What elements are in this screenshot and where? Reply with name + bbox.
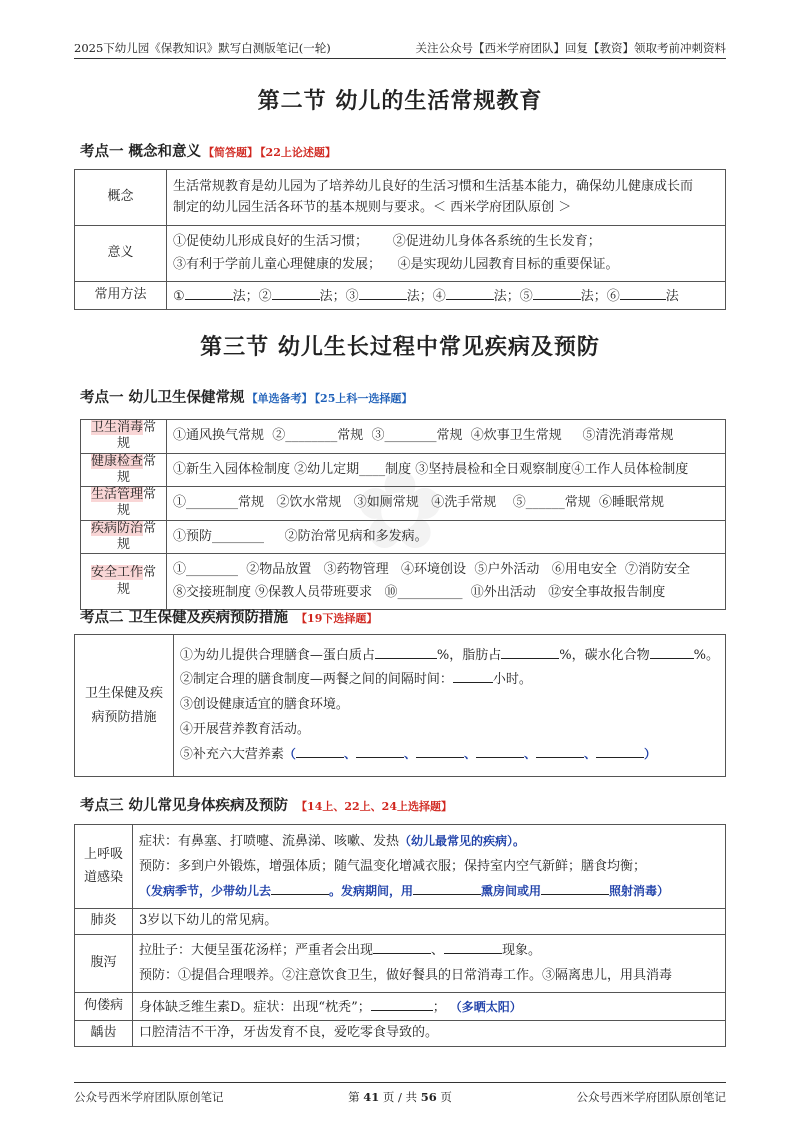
row-content xyxy=(167,226,726,282)
row-content: ①预防________ ②防治常见病和多发病。 xyxy=(167,520,726,554)
prevention-table xyxy=(74,634,726,777)
table-row xyxy=(75,282,726,310)
text: 现象。 xyxy=(502,942,542,958)
line: ⑧交接班制度 ⑨保教人员带班要求 ⑩__________ ⑪外出活动 ⑫安全事故报告制度 xyxy=(173,584,666,600)
text: %，碳水化合物 xyxy=(559,647,650,663)
sep: 、 xyxy=(523,746,536,761)
s3-kd3-heading xyxy=(80,794,452,815)
kd-title: 考点一 幼儿卫生保健常规 xyxy=(80,389,245,406)
fill-blank[interactable] xyxy=(533,286,581,300)
table-row xyxy=(75,226,726,282)
row-label: 常用方法 xyxy=(75,282,167,310)
fill-blank[interactable] xyxy=(620,286,666,300)
label-highlight: 健康检查 xyxy=(90,453,143,469)
line xyxy=(180,668,719,693)
row-label: 腹泻 xyxy=(75,935,133,993)
table-row xyxy=(75,935,726,993)
fill-blank[interactable] xyxy=(272,286,320,300)
page-footer xyxy=(74,1082,726,1109)
fill-blank[interactable] xyxy=(413,881,481,895)
row-content xyxy=(133,825,726,909)
line: 制定的幼儿园生活各环节的基本规则与要求。＜ 西米学府团队原创 ＞ xyxy=(173,200,572,215)
method-sep: 法；⑥ xyxy=(580,288,620,304)
page-current: 41 xyxy=(363,1090,380,1104)
fill-blank[interactable] xyxy=(446,286,494,300)
table-row xyxy=(75,825,726,909)
line xyxy=(180,743,719,768)
fill-blank[interactable] xyxy=(541,881,609,895)
fill-blank[interactable] xyxy=(596,744,644,758)
table-row xyxy=(81,554,726,610)
text: ⑤补充六大营养素 xyxy=(179,746,284,762)
section2-title: 第二节 幼儿的生活常规教育 xyxy=(257,88,543,114)
tag: 【简答题】 xyxy=(203,146,259,159)
text: 症状：有鼻塞、打喷嚏、流鼻涕、咳嗽、发热 xyxy=(139,834,400,850)
row-label xyxy=(81,520,167,554)
row-content xyxy=(167,170,726,226)
header-right: 关注公众号【西米学府团队】回复【教资】领取考前冲刺资料 xyxy=(415,41,726,55)
text: ②制定合理的膳食制度—两餐之间的间隔时间： xyxy=(179,672,453,688)
row-content xyxy=(133,993,726,1021)
method-sep: 法；④ xyxy=(406,288,446,304)
note: （发病季节，少带幼儿去 xyxy=(139,883,272,898)
footer-left: 公众号西米学府团队原创笔记 xyxy=(74,1090,224,1104)
row-label: 龋齿 xyxy=(75,1021,133,1047)
row-label: 卫生保健及疾病预防措施 xyxy=(75,635,174,777)
line: 预防：多到户外锻炼，增强体质；随气温变化增减衣服；保持室内空气新鲜；膳食均衡； xyxy=(139,859,647,875)
row-content: ①通风换气常规 ②________常规 ③________常规 ④炊事卫生常规 ⑤清洗消毒常规 xyxy=(167,420,726,454)
disease-table xyxy=(74,824,726,1047)
footer-right: 公众号西米学府团队原创笔记 xyxy=(576,1090,726,1104)
kd-title: 考点二 卫生保健及疾病预防措施 xyxy=(80,609,289,626)
paren: ） xyxy=(644,746,657,761)
fill-blank[interactable] xyxy=(501,645,559,659)
method-sep: 法；③ xyxy=(319,288,359,304)
line xyxy=(139,939,719,964)
text: %。 xyxy=(693,647,719,663)
text: 身体缺乏维生素D。症状：出现“枕秃”； xyxy=(139,999,371,1015)
tag: 【单选备考】 xyxy=(246,392,313,405)
page-header xyxy=(74,36,726,59)
row-label: 上呼吸道感染 xyxy=(75,825,133,909)
text: 页 xyxy=(440,1090,452,1104)
table-row xyxy=(75,1021,726,1047)
text: 第 xyxy=(348,1090,360,1104)
label-rest: 常规 xyxy=(116,453,157,485)
page-number xyxy=(348,1089,452,1109)
hygiene-table xyxy=(80,419,726,610)
row-label: 佝偻病 xyxy=(75,993,133,1021)
fill-blank[interactable] xyxy=(271,881,329,895)
row-content xyxy=(173,635,725,777)
row-label xyxy=(81,487,167,521)
note: （多晒太阳） xyxy=(455,999,522,1014)
line: ①促使幼儿形成良好的生活习惯； ②促进幼儿身体各系统的生长发育； xyxy=(173,234,601,250)
tag: 【14上、22上、24上选择题】 xyxy=(296,800,452,813)
label-highlight: 卫生消毒 xyxy=(90,420,143,435)
line xyxy=(180,644,719,669)
tag: 【19下选择题】 xyxy=(296,612,378,625)
row-label: 肺炎 xyxy=(75,909,133,935)
note: 照射消毒） xyxy=(609,883,670,898)
fill-blank[interactable] xyxy=(476,744,524,758)
note: 。发病期间，用 xyxy=(329,883,414,898)
line: 生活常规教育是幼儿园为了培养幼儿良好的生活习惯和生活基本能力，确保幼儿健康成长而 xyxy=(173,178,694,194)
table-row xyxy=(81,487,726,521)
fill-blank[interactable] xyxy=(536,744,584,758)
fill-blank[interactable] xyxy=(650,645,694,659)
method-sep: 法 xyxy=(665,288,679,304)
label-rest: 常规 xyxy=(116,420,157,452)
text: %，脂肪占 xyxy=(436,647,502,663)
row-content: ①新生入园体检制度 ②幼儿定期____制度 ③坚持晨检和全日观察制度④工作人员体检制度 xyxy=(167,453,726,487)
paren: （ xyxy=(283,746,296,761)
line: ④开展营养教育活动。 xyxy=(179,721,310,737)
sep: 、 xyxy=(463,746,476,761)
sep: 、 xyxy=(403,746,416,761)
row-content xyxy=(167,282,726,310)
text: 小时。 xyxy=(492,672,532,688)
row-label xyxy=(81,453,167,487)
fill-blank[interactable] xyxy=(373,940,431,954)
method-prefix: ① xyxy=(173,288,185,304)
line: ③有利于学前儿童心理健康的发展； ④是实现幼儿园教育目标的重要保证。 xyxy=(173,256,619,272)
table-row xyxy=(75,993,726,1021)
row-label xyxy=(81,554,167,610)
row-label: 意义 xyxy=(75,226,167,282)
table-row xyxy=(81,420,726,454)
text: 拉肚子：大便呈蛋花汤样；严重者会出现 xyxy=(139,942,374,958)
text: ①为幼儿提供合理膳食—蛋白质占 xyxy=(179,647,375,663)
table-row xyxy=(81,453,726,487)
fill-blank[interactable] xyxy=(356,744,404,758)
sep: 、 xyxy=(343,746,356,761)
row-content: ①________常规 ②饮水常规 ③如厕常规 ④洗手常规 ⑤______常规 ⑥睡眠常规 xyxy=(167,487,726,521)
method-sep: 法；② xyxy=(232,288,272,304)
text: ； xyxy=(432,999,446,1015)
tag: 【22上论述题】 xyxy=(260,146,336,159)
fill-blank[interactable] xyxy=(359,286,407,300)
line: 预防：①提倡合理喂养。②注意饮食卫生，做好餐具的日常消毒工作。③隔离患儿，用具消毒 xyxy=(139,967,673,983)
label-rest: 常规 xyxy=(116,565,157,597)
kd1-title: 考点一 概念和意义 xyxy=(80,143,202,160)
kd1-heading xyxy=(80,140,336,161)
fill-blank[interactable] xyxy=(375,645,437,659)
s3-kd2-heading xyxy=(80,606,377,627)
page-total: 56 xyxy=(420,1090,437,1104)
label-highlight: 安全工作 xyxy=(90,565,143,581)
kd-title: 考点三 幼儿常见身体疾病及预防 xyxy=(80,797,289,814)
text: 页 / 共 xyxy=(382,1090,418,1104)
fill-blank[interactable] xyxy=(185,286,233,300)
label-rest: 常规 xyxy=(116,520,157,552)
section3-title: 第三节 幼儿生长过程中常见疾病及预防 xyxy=(200,334,600,360)
fill-blank[interactable] xyxy=(371,997,433,1011)
s3-kd1-heading xyxy=(80,386,412,407)
table-row xyxy=(75,170,726,226)
note: 熏房间或用 xyxy=(481,883,542,898)
fill-blank[interactable] xyxy=(453,669,493,683)
header-left: 2025下幼儿园《保教知识》默写白测版笔记(一轮) xyxy=(74,41,331,55)
note: （幼儿最常见的疾病）。 xyxy=(399,834,526,849)
table-row xyxy=(81,520,726,554)
row-content: 3岁以下幼儿的常见病。 xyxy=(133,909,726,935)
text: 、 xyxy=(431,942,445,958)
table-row xyxy=(75,909,726,935)
fill-blank[interactable] xyxy=(444,940,502,954)
label-highlight: 生活管理 xyxy=(90,487,143,502)
table-row xyxy=(75,635,726,777)
line xyxy=(139,880,719,903)
tag: 【25上科一选择题】 xyxy=(314,392,413,405)
line: ①________ ②物品放置 ③药物管理 ④环境创设 ⑤户外活动 ⑥用电安全 ⑦消防安全 xyxy=(173,562,690,578)
line xyxy=(139,830,719,855)
label-highlight: 疾病防治 xyxy=(90,520,143,536)
label-rest: 常规 xyxy=(116,487,157,519)
row-content xyxy=(133,935,726,993)
method-sep: 法；⑤ xyxy=(493,288,533,304)
row-label: 概念 xyxy=(75,170,167,226)
concept-table xyxy=(74,169,726,310)
row-content xyxy=(167,554,726,610)
fill-blank[interactable] xyxy=(416,744,464,758)
sep: 、 xyxy=(584,746,597,761)
line: ③创设健康适宜的膳食环境。 xyxy=(179,697,349,713)
row-content: 口腔清洁不干净，牙齿发育不良，爱吃零食导致的。 xyxy=(133,1021,726,1047)
row-label xyxy=(81,420,167,454)
fill-blank[interactable] xyxy=(296,744,344,758)
